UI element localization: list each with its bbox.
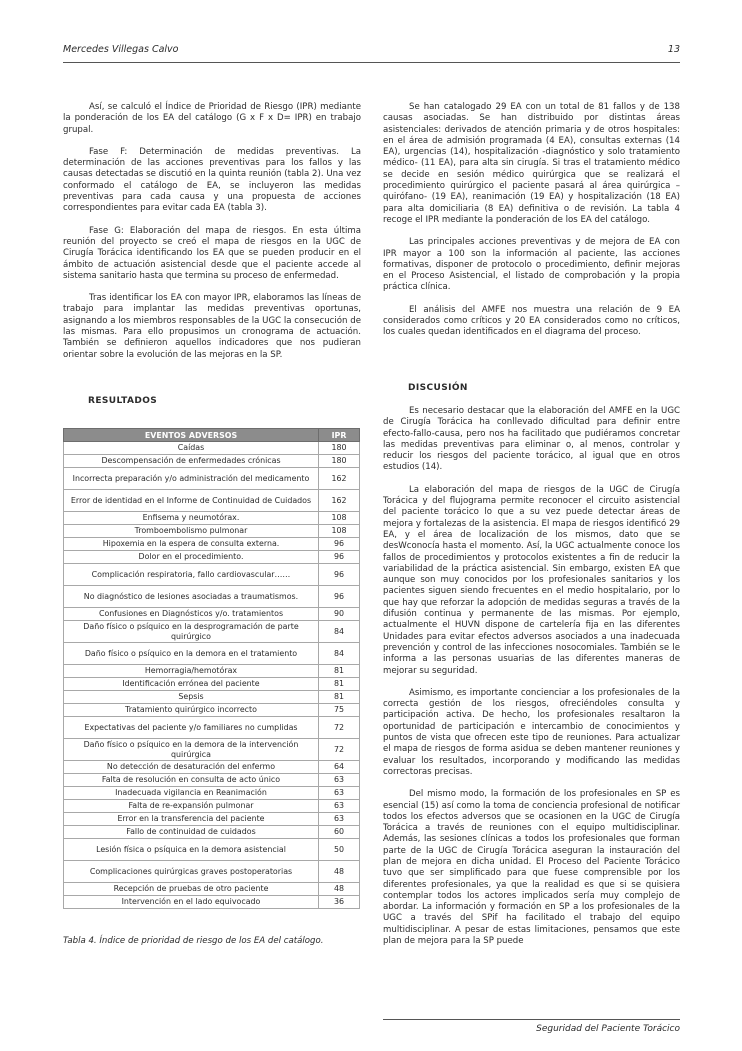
adverse-event-cell: Tromboembolismo pulmonar — [64, 525, 319, 538]
adverse-event-cell: Fallo de continuidad de cuidados — [64, 826, 319, 839]
adverse-event-cell: Daño físico o psíquico en la demora de la intervención quirúrgica — [64, 739, 319, 761]
ipr-value-cell: 60 — [319, 826, 360, 839]
ipr-value-cell: 72 — [319, 717, 360, 739]
ipr-value-cell: 64 — [319, 761, 360, 774]
adverse-event-cell: Enfisema y neumotórax. — [64, 512, 319, 525]
ipr-value-cell: 63 — [319, 813, 360, 826]
ipr-value-cell: 48 — [319, 883, 360, 896]
column-header-events: EVENTOS ADVERSOS — [64, 429, 319, 442]
ipr-value-cell: 81 — [319, 678, 360, 691]
ipr-value-cell: 96 — [319, 551, 360, 564]
table-row — [64, 551, 360, 564]
ipr-value-cell: 96 — [319, 564, 360, 586]
adverse-event-cell: Hemorragia/hemotórax — [64, 665, 319, 678]
table-row — [64, 839, 360, 861]
table-row — [64, 455, 360, 468]
table-row — [64, 691, 360, 704]
ipr-value-cell: 75 — [319, 704, 360, 717]
table-caption: Tabla 4. Índice de prioridad de riesgo de los EA del catálogo. — [63, 936, 324, 946]
table-row — [64, 761, 360, 774]
adverse-event-cell: Tratamiento quirúrgico incorrecto — [64, 704, 319, 717]
table-row — [64, 717, 360, 739]
ipr-value-cell: 180 — [319, 455, 360, 468]
paragraph: Fase F: Determinación de medidas preventivas. La determinación de las acciones preventivas para los fallos y las causas detectadas se discutió en la quinta reunión (tabla 2). Una vez conformado el catálogo de EA, se incluyeron las medidas preventivas para cada causa y una propuesta de acciones correspondientes para evitar cada EA (tabla 3). — [63, 146, 361, 214]
adverse-event-cell: Descompensación de enfermedades crónicas — [64, 455, 319, 468]
adverse-event-cell: Complicación respiratoria, fallo cardiovascular…… — [64, 564, 319, 586]
paragraph: Así, se calculó el Índice de Prioridad de Riesgo (IPR) mediante la ponderación de los EA del catálogo (G x F x D= IPR) en trabajo grupal. — [63, 102, 361, 135]
adverse-event-cell: Falta de resolución en consulta de acto único — [64, 774, 319, 787]
ipr-value-cell: 36 — [319, 896, 360, 909]
table-row — [64, 800, 360, 813]
paragraph: El análisis del AMFE nos muestra una relación de 9 EA considerados como críticos y 20 EA considerados como no críticos, los cuales quedan identificados en el diagrama del proceso. — [383, 304, 680, 338]
table-body — [64, 442, 360, 909]
table-row — [64, 826, 360, 839]
paragraph: Fase G: Elaboración del mapa de riesgos. En esta última reunión del proyecto se creó el mapa de riesgos en la UGC de Cirugía Torácica identificando los EA que se pueden producir en el ámbito de actuación asistencial desde que el paciente accede al sistema sanitario hasta que termina su proceso de enfermedad. — [63, 225, 361, 281]
ipr-value-cell: 63 — [319, 787, 360, 800]
running-foot-title: Seguridad del Paciente Torácico — [536, 1024, 680, 1034]
paragraph: Las principales acciones preventivas y de mejora de EA con IPR mayor a 100 son la información al paciente, las acciones formativas, disponer de protocolo o procedimiento, definir mejoras en el Proceso Asistencial, el listado de comprobación y la propia práctica clínica. — [383, 237, 680, 293]
ipr-value-cell: 108 — [319, 512, 360, 525]
ipr-value-cell: 48 — [319, 861, 360, 883]
adverse-event-cell: Lesión física o psíquica en la demora asistencial — [64, 839, 319, 861]
paragraph: Asimismo, es importante concienciar a los profesionales de la correcta gestión de los riesgos, ofreciéndoles consulta y participación activa. De hecho, los profesionales resaltaron la oportunidad de participación e intercambio de conocimientos y puntos de vista que ofrecen este tipo de reuniones. Para actualizar el mapa de riesgos de forma asidua se deben mantener reuniones y evaluar los resultados, incorporando y modificando las medidas correctoras precisas. — [383, 687, 680, 777]
adverse-event-cell: No diagnóstico de lesiones asociadas a traumatismos. — [64, 586, 319, 608]
ipr-value-cell: 96 — [319, 538, 360, 551]
ipr-value-cell: 50 — [319, 839, 360, 861]
results-heading: RESULTADOS — [88, 396, 158, 406]
table-header-row — [64, 429, 360, 442]
paragraph: Del mismo modo, la formación de los profesionales en SP es esencial (15) así como la toma de conciencia profesional de notificar todos los efectos adversos que se ocasionen en la UGC de Cirugía Torácica a través de reuniones con el equipo multidisciplinar. Además, las sesiones clínicas a todos los profesionales que forman parte de la UGC de Cirugía Torácica aseguran la instauración del plan de mejora en dicha unidad. El Proceso del Paciente Torácico tuvo que ser simplificado para que fuese comprensible por los diferentes profesionales, ya que la realidad es que si se quisiera contemplar todos los actores implicados sería muy complejo de abordar. La información y formación en SP a los profesionales de la UGC a través del SPif ha facilitado el trabajo del equipo multidisciplinar. A pesar de estas limitaciones, pensamos que este plan de mejora para la SP puede — [383, 789, 680, 947]
ipr-value-cell: 84 — [319, 643, 360, 665]
table-row — [64, 883, 360, 896]
column-header-ipr: IPR — [319, 429, 360, 442]
table-row — [64, 896, 360, 909]
ipr-value-cell: 162 — [319, 468, 360, 490]
ipr-value-cell: 90 — [319, 608, 360, 621]
table-row — [64, 442, 360, 455]
page-number: 13 — [667, 44, 680, 55]
adverse-event-cell: Expectativas del paciente y/o familiares no cumplidas — [64, 717, 319, 739]
table-row — [64, 813, 360, 826]
ipr-value-cell: 72 — [319, 739, 360, 761]
right-column-text — [383, 102, 680, 350]
running-head-author: Mercedes Villegas Calvo — [63, 44, 179, 55]
adverse-event-cell: Daño físico o psíquico en la demora en el tratamiento — [64, 643, 319, 665]
table-row — [64, 774, 360, 787]
ipr-value-cell: 63 — [319, 800, 360, 813]
table-row — [64, 525, 360, 538]
table-row — [64, 621, 360, 643]
table-row — [64, 704, 360, 717]
adverse-event-cell: Identificación errónea del paciente — [64, 678, 319, 691]
ipr-value-cell: 84 — [319, 621, 360, 643]
table-row — [64, 564, 360, 586]
table-row — [64, 490, 360, 512]
adverse-event-cell: Inadecuada vigilancia en Reanimación — [64, 787, 319, 800]
adverse-event-cell: Complicaciones quirúrgicas graves postoperatorias — [64, 861, 319, 883]
footer-rule — [383, 1019, 680, 1020]
adverse-event-cell: Daño físico o psíquico en la desprogramación de parte quirúrgico — [64, 621, 319, 643]
table-row — [64, 608, 360, 621]
table-row — [64, 538, 360, 551]
ipr-value-cell: 81 — [319, 665, 360, 678]
adverse-event-cell: No detección de desaturación del enfermo — [64, 761, 319, 774]
ipr-value-cell: 162 — [319, 490, 360, 512]
paragraph: Se han catalogado 29 EA con un total de 81 fallos y de 138 causas asociadas. Se han distribuido por distintas áreas asistenciales: derivados de atención primaria y de otros hospitales: en el área de admisión programada (4 EA), consultas externas (14 EA), urgencias (14), hospitalización -diagnóstico y solo tratamiento médico- (11 EA), para alta sin cirugía. Si tras el tratamiento médico se decide en sesión médico quirúrgica que se realizará el procedimiento quirúrgico el paciente pasará al área quirúrgica –quirófano- (19 EA), reanimación (19 EA) y hospitalización (18 EA) para alta domiciliaria (8 EA) definitiva o de revisión. La tabla 4 recoge el IPR mediante la ponderación de los EA del catálogo. — [383, 102, 680, 225]
table-row — [64, 468, 360, 490]
table-row — [64, 739, 360, 761]
ipr-value-cell: 81 — [319, 691, 360, 704]
adverse-event-cell: Falta de re-expansión pulmonar — [64, 800, 319, 813]
ipr-value-cell: 180 — [319, 442, 360, 455]
table-row — [64, 861, 360, 883]
paragraph: Es necesario destacar que la elaboración del AMFE en la UGC de Cirugía Torácica ha conllevado dificultad para definir entre efecto-fallo-causa, pero nos ha facilitado que pudiéramos concretar las medidas preventivas para eliminar o, al menos, controlar y reducir los riesgos del paciente torácico, al igual que en otros estudios (14). — [383, 406, 680, 473]
adverse-event-cell: Incorrecta preparación y/o administración del medicamento — [64, 468, 319, 490]
adverse-event-cell: Hipoxemia en la espera de consulta externa. — [64, 538, 319, 551]
discussion-heading: DISCUSIÓN — [408, 383, 468, 393]
adverse-event-cell: Dolor en el procedimiento. — [64, 551, 319, 564]
paragraph: La elaboración del mapa de riesgos de la UGC de Cirugía Torácica y del flujograma permite reconocer el circuito asistencial del paciente torácico lo que a su vez puede detectar áreas de mejora y fortalezas de la asistencia. El mapa de riesgos identificó 29 EA, y el área de localización de los mismos, dato que se desWconocía hasta el momento. Así, la UGC actualmente conoce los fallos de procedimientos y protocolos existentes a fin de reducir la variabilidad de la práctica asistencial. Sin embargo, existen EA que aunque son muy conocidos por los profesionales sanitarios y los pacientes siguen siendo frecuentes en el medio hospitalario, por lo que hay que reforzar la adopción de medidas seguras a través de la difusión continua y permanente de las mismas. Por ejemplo, actualmente el HUVN dispone de cartelería fija en las diferentes Unidades para evitar efectos adversos asociados a una inadecuada prevención y control de las infecciones nosocomiales. También se le informa a las personas usuarias de las diferentes maneras de mejorar su seguridad. — [383, 484, 680, 676]
table-row — [64, 512, 360, 525]
table-row — [64, 787, 360, 800]
table-row — [64, 643, 360, 665]
table-row — [64, 586, 360, 608]
adverse-event-cell: Caídas — [64, 442, 319, 455]
table-row — [64, 665, 360, 678]
ipr-value-cell: 96 — [319, 586, 360, 608]
discussion-text — [383, 406, 680, 958]
adverse-event-cell: Intervención en el lado equivocado — [64, 896, 319, 909]
ipr-value-cell: 108 — [319, 525, 360, 538]
adverse-event-cell: Error de identidad en el Informe de Continuidad de Cuidados — [64, 490, 319, 512]
header-rule — [63, 62, 680, 63]
adverse-event-cell: Sepsis — [64, 691, 319, 704]
left-column-text — [63, 102, 361, 372]
ipr-value-cell: 63 — [319, 774, 360, 787]
ipr-table — [63, 428, 360, 909]
table-row — [64, 678, 360, 691]
paragraph: Tras identificar los EA con mayor IPR, elaboramos las líneas de trabajo para implantar las medidas preventivas oportunas, asignando a los miembros responsables de la UGC la consecución de las mismas. Para ello propusimos un cronograma de actuación. También se definieron aquellos indicadores que nos pudieran orientar sobre la evolución de las mejoras en la SP. — [63, 293, 361, 360]
adverse-event-cell: Error en la transferencia del paciente — [64, 813, 319, 826]
adverse-event-cell: Recepción de pruebas de otro paciente — [64, 883, 319, 896]
adverse-event-cell: Confusiones en Diagnósticos y/o. tratamientos — [64, 608, 319, 621]
